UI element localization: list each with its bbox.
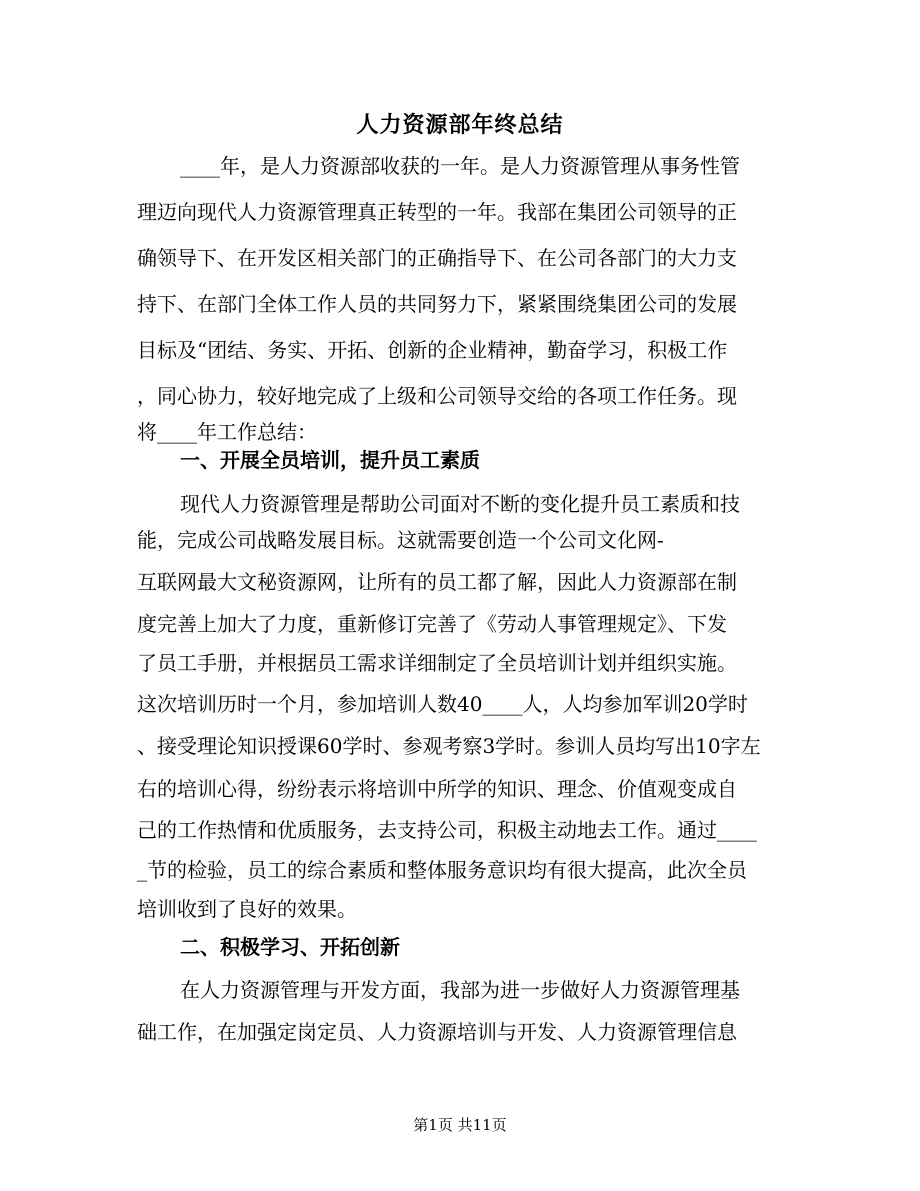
body-line: 础工作，在加强定岗定员、人力资源培训与开发、人力资源管理信息 (137, 1020, 737, 1044)
section-heading: 二、积极学习、开拓创新 (180, 935, 400, 959)
body-line: _节的检验，员工的综合素质和整体服务意识均有很大提高，此次全员 (137, 858, 747, 882)
page-number: 第1页 共11页 (413, 1116, 507, 1134)
body-line: 确领导下、在开发区相关部门的正确指导下、在公司各部门的大力支 (137, 246, 737, 270)
body-line: 目标及“团结、务实、开拓、创新的企业精神，勤奋学习，积极工作 (137, 338, 728, 362)
body-line: 在人力资源管理与开发方面，我部为进一步做好人力资源管理基 (180, 978, 740, 1002)
body-line: 这次培训历时一个月，参加培训人数40____人，人均参加军训20学时 (137, 692, 748, 716)
body-line: 己的工作热情和优质服务，去支持公司，积极主动地去工作。通过____ (137, 818, 757, 842)
body-line: 将____年工作总结： (137, 420, 317, 444)
body-line: 右的培训心得，纷纷表示将培训中所学的知识、理念、价值观变成自 (137, 777, 737, 801)
body-line: 能，完成公司战略发展目标。这就需要创造一个公司文化网- (137, 528, 664, 552)
body-line: ，同心协力，较好地完成了上级和公司领导交给的各项工作任务。现 (137, 384, 737, 408)
body-line: 、接受理论知识授课60学时、参观考察3学时。参训人员均写出10字左 (137, 734, 761, 758)
body-line: 互联网最大文秘资源网，让所有的员工都了解，因此人力资源部在制 (137, 570, 737, 594)
document-title: 人力资源部年终总结 (356, 112, 564, 138)
body-line: ____年，是人力资源部收获的一年。是人力资源管理从事务性管 (180, 154, 740, 178)
body-line: 度完善上加大了力度，重新修订完善了《劳动人事管理规定》、下发 (137, 612, 727, 636)
body-line: 持下、在部门全体工作人员的共同努力下，紧紧围绕集团公司的发展 (137, 292, 737, 316)
section-heading: 一、开展全员培训，提升员工素质 (180, 448, 480, 472)
body-line: 现代人力资源管理是帮助公司面对不断的变化提升员工素质和技 (180, 492, 740, 516)
body-line: 了员工手册，并根据员工需求详细制定了全员培训计划并组织实施。 (137, 651, 737, 675)
body-line: 培训收到了良好的效果。 (137, 897, 357, 921)
body-line: 理迈向现代人力资源管理真正转型的一年。我部在集团公司领导的正 (137, 200, 737, 224)
